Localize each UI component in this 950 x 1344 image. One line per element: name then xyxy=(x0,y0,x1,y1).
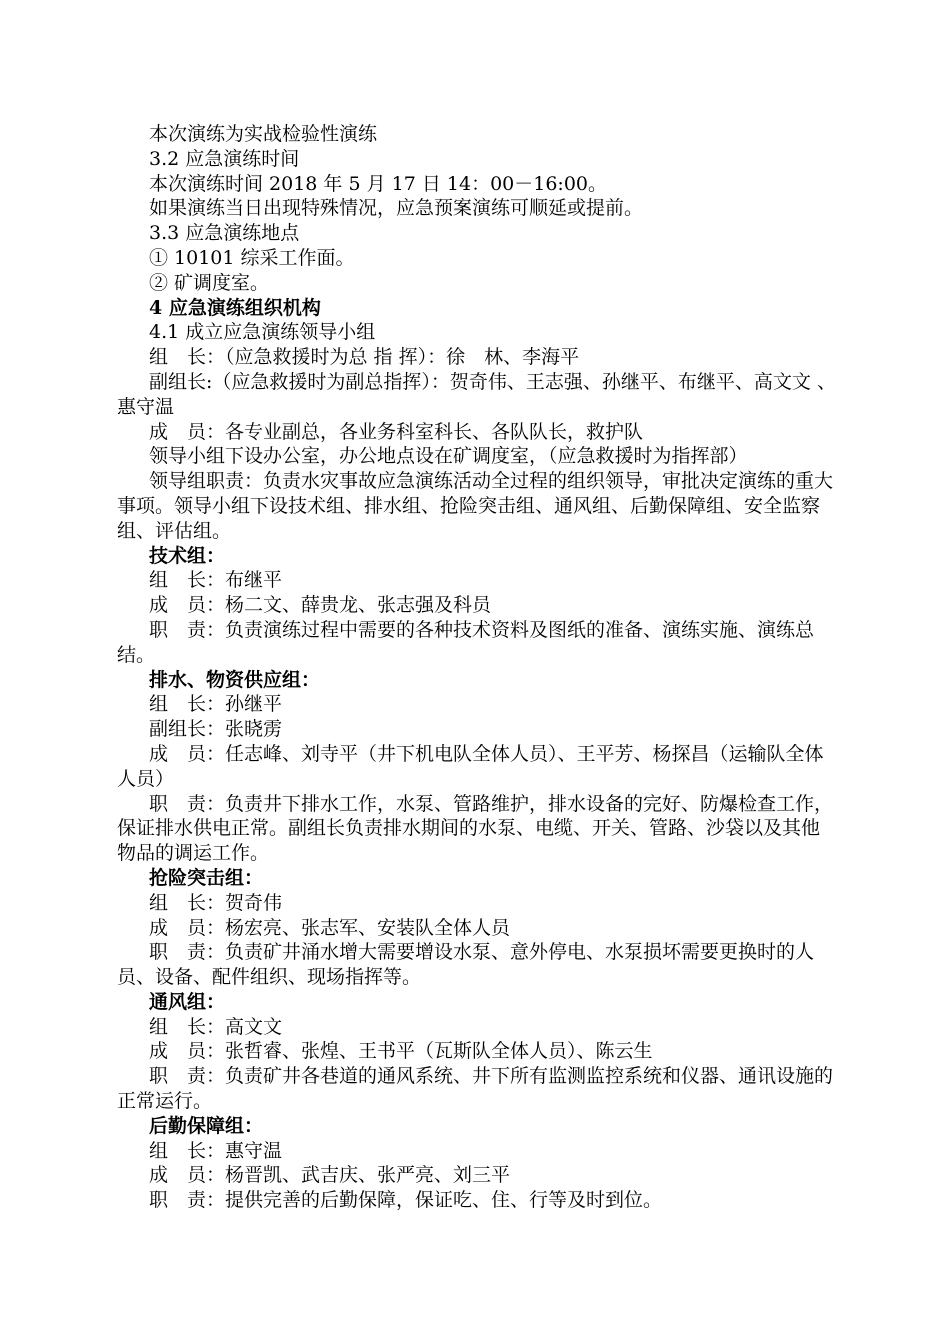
section-3-2-heading: 3.2 应急演练时间 xyxy=(149,147,300,170)
ventilation-group-duty: 职 责：负责矿井各巷道的通风系统、井下所有监测监控系统和仪器、通讯设施的正常运行。 xyxy=(117,1065,834,1113)
logistics-group-members: 成 员：杨晋凯、武吉庆、张严亮、刘三平 xyxy=(149,1164,511,1187)
drill-type-line: 本次演练为实战检验性演练 xyxy=(149,123,378,145)
members-line: 成 员：各专业副总，各业务科室科长、各队队长，救护队 xyxy=(149,420,644,443)
rescue-group-members: 成 员：杨宏亮、张志军、安装队全体人员 xyxy=(149,916,511,939)
rescue-group-duty: 职 责：负责矿井涌水增大需要增设水泵、意外停电、水泵损坏需要更换时的人员、设备、配件组织、现场指挥等。 xyxy=(117,941,815,989)
drainage-group-deputy: 副组长：张晓雳 xyxy=(149,718,283,741)
tech-group-heading: 技术组： xyxy=(149,544,226,567)
rescue-group-leader: 组 长：贺奇伟 xyxy=(149,891,283,914)
drainage-group-heading: 排水、物资供应组： xyxy=(149,668,321,691)
drainage-group-duty: 职 责：负责井下排水工作，水泵、管路维护，排水设备的完好、防爆检查工作，保证排水供电正常。副组长负责排水期间的水泵、电缆、开关、管路、沙袋以及其他物品的调运工作。 xyxy=(117,792,834,865)
logistics-group-heading: 后勤保障组： xyxy=(149,1114,264,1137)
tech-group-leader: 组 长：布继平 xyxy=(149,569,283,592)
tech-group-duty: 职 责：负责演练过程中需要的各种技术资料及图纸的准备、演练实施、演练总结。 xyxy=(117,618,815,666)
drill-postpone-line: 如果演练当日出现特殊情况，应急预案演练可顺延或提前。 xyxy=(149,197,644,220)
rescue-group-heading: 抢险突击组： xyxy=(149,866,264,889)
document-page xyxy=(117,122,837,1213)
logistics-group-leader: 组 长：惠守温 xyxy=(149,1139,283,1162)
drainage-group-members: 成 员：任志峰、刘寺平（井下机电队全体人员）、王平芳、杨探昌（运输队全体人员） xyxy=(117,742,824,790)
location-item-2: ② 矿调度室。 xyxy=(149,271,270,294)
office-line: 领导小组下设办公室，办公地点设在矿调度室，（应急救援时为指挥部） xyxy=(149,445,748,468)
ventilation-group-heading: 通风组： xyxy=(149,990,226,1013)
leader-line: 组 长：（应急救援时为总 指 挥）：徐 林、李海平 xyxy=(149,346,580,369)
ventilation-group-members: 成 员：张哲睿、张煌、王书平（瓦斯队全体人员）、陈云生 xyxy=(149,1040,653,1063)
section-3-3-heading: 3.3 应急演练地点 xyxy=(149,222,300,245)
drainage-group-leader: 组 长：孙继平 xyxy=(149,693,283,716)
drill-time-line: 本次演练时间 2018 年 5 月 17 日 14：00－16:00。 xyxy=(149,172,608,195)
ventilation-group-leader: 组 长：高文文 xyxy=(149,1015,283,1038)
tech-group-members: 成 员：杨二文、薛贵龙、张志强及科员 xyxy=(149,594,492,617)
logistics-group-duty: 职 责：提供完善的后勤保障，保证吃、住、行等及时到位。 xyxy=(149,1189,663,1212)
location-item-1: ① 10101 综采工作面。 xyxy=(149,246,355,269)
deputy-leader-line: 副组长:（应急救援时为副总指挥）：贺奇伟、王志强、孙继平、布继平、高文文 、惠守温 xyxy=(117,370,836,418)
leadership-duty-paragraph: 领导组职责：负责水灾事故应急演练活动全过程的组织领导，审批决定演练的重大事项。领导小组下设技术组、排水组、抢险突击组、通风组、后勤保障组、安全监察组、评估组。 xyxy=(117,470,834,542)
section-4-heading: 4 应急演练组织机构 xyxy=(149,296,321,319)
section-4-1-heading: 4.1 成立应急演练领导小组 xyxy=(149,321,376,344)
